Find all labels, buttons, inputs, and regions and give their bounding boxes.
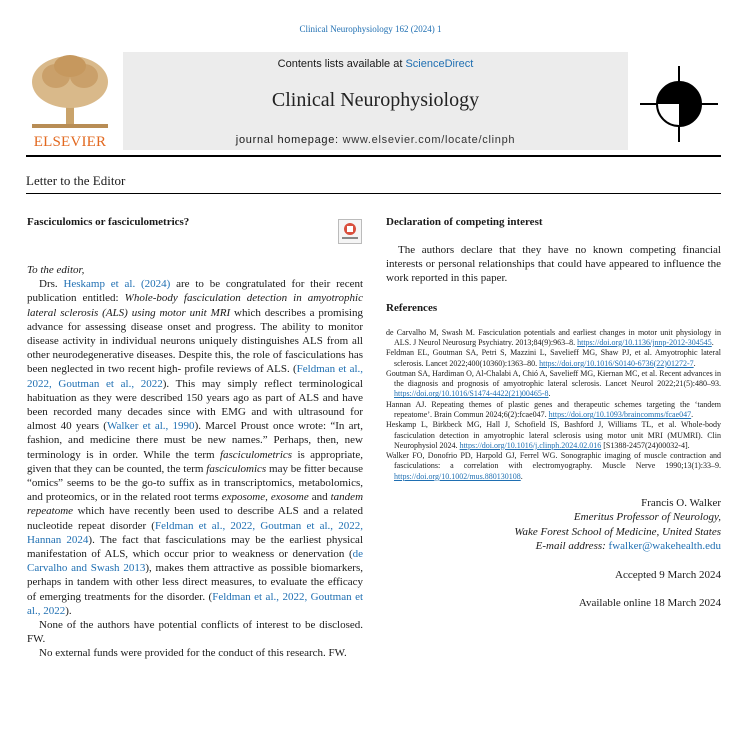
reference-tail: . bbox=[711, 337, 714, 347]
sciencedirect-link[interactable]: ScienceDirect bbox=[405, 58, 474, 70]
reference-item bbox=[386, 328, 721, 349]
author-name: Francis O. Walker bbox=[641, 497, 721, 510]
citation-link-feldman-goutman-2[interactable]: Feldman et al., 2022, Goutman et al., 2022 bbox=[27, 590, 364, 617]
reference-doi-link[interactable]: https://doi.org/10.1016/j.clinph.2024.02.016 bbox=[459, 440, 602, 450]
header-divider bbox=[26, 155, 721, 157]
reference-text: Hannan AJ. Repeating themes of plastic genes and therapeutic schemes targeting the ‘tandem repeatome’. Brain Commun 2024;6(2):fcae047. bbox=[386, 399, 721, 419]
text: is appropriate, given that they can be counted, the term bbox=[27, 448, 363, 475]
check-for-updates-icon[interactable] bbox=[338, 219, 362, 244]
accepted-date: Accepted 9 March 2024 bbox=[615, 568, 721, 581]
journal-citation bbox=[0, 24, 741, 34]
author-email-line bbox=[386, 539, 721, 553]
contents-line bbox=[123, 58, 628, 70]
term: tandem repeatome bbox=[27, 491, 364, 518]
text: ). This may simply reflect terminological habituation as they were described 150 years ago as part of ALS and have been recorded many decades since with EMG and with ultrasound for almost 40 years ( bbox=[27, 377, 363, 433]
text: ). bbox=[65, 604, 72, 617]
term: fasciculomics bbox=[206, 462, 267, 475]
reference-tail: . bbox=[693, 358, 696, 368]
text: are to be congratulated for their recent publication entitled: bbox=[27, 278, 364, 305]
author-email-link[interactable]: fwalker@wakehealth.edu bbox=[608, 540, 721, 553]
homepage-prefix: journal homepage: bbox=[235, 134, 343, 146]
reference-text: Feldman EL, Goutman SA, Petri S, Mazzini L, Savelieff MG, Shaw PJ, et al. Amyotrophic lateral sclerosis. Lancet 2022;400(10360):1363–80. bbox=[386, 348, 721, 368]
reference-doi-link[interactable]: https://doi.org/10.1093/braincomms/fcae047 bbox=[548, 409, 692, 419]
contents-prefix: Contents lists available at bbox=[277, 58, 406, 70]
author-title: Emeritus Professor of Neurology, bbox=[573, 511, 721, 524]
section-type: Letter to the Editor bbox=[26, 173, 126, 188]
text: which describes a promising advance for assessing disease onset and progress. The ability to monitor disease activity in individual neurons uniquely distinguishes ALS from all other neurodegenerative diseases. Despite this, the role of fasciculations has been neglected in two recent high- profile reviews of ALS. ( bbox=[27, 306, 363, 376]
reference-text: Heskamp L, Birkbeck MG, Hall J, Schofield IS, Bashford J, Williams TL, et al. Whole-body fasciculation detection in amyotrophic lateral sclerosis using motor unit MRI (MUMRI). Clin Neurophysiol 2024. bbox=[386, 420, 721, 450]
reference-tail: . bbox=[548, 389, 551, 399]
salutation bbox=[27, 263, 363, 277]
right-column bbox=[386, 216, 721, 611]
citation-link-heskamp[interactable]: Heskamp et al. (2024) bbox=[63, 278, 171, 291]
reference-tail: . bbox=[520, 471, 523, 481]
reference-text: Goutman SA, Hardiman O, Al-Chalabi A, Chió A, Savelieff MG, Kiernan MC, et al. Recent advances in the diagnosis and prognosis of amyotrophic lateral sclerosis. Lancet Neurol 2022;21(5):480–93. bbox=[386, 368, 721, 389]
citation-link-decarvalho[interactable]: de Carvalho and Swash 2013 bbox=[27, 548, 363, 575]
text: ). Marcel Proust once wrote: “In art, fashion, and medicine there must be new names.” Perhaps, then, new terminology is in order. While the term bbox=[27, 420, 363, 461]
reference-doi-link[interactable]: https://doi.org/10.1002/mus.880130108 bbox=[394, 471, 521, 481]
declaration-heading: Declaration of competing interest bbox=[386, 216, 543, 228]
body-paragraph-3: No external funds were provided for the conduct of this research. FW. bbox=[39, 647, 347, 660]
text: Drs. bbox=[39, 278, 64, 291]
text: ), makes them attractive as possible biomarkers, perhaps in tandem with other less direct measures, to evaluate the efficacy of emerging treatments for the disorder. ( bbox=[27, 562, 363, 603]
term: fasciculometrics bbox=[219, 448, 293, 461]
journal-title: Clinical Neurophysiology bbox=[271, 89, 480, 111]
reference-item bbox=[386, 451, 721, 482]
journal-cover-logo bbox=[636, 60, 722, 148]
body-paragraph-1 bbox=[27, 277, 363, 618]
reference-item bbox=[386, 369, 721, 400]
salutation-text: To the editor, bbox=[27, 264, 85, 276]
reference-doi-link[interactable]: https://doi.org/10.1136/jnnp-2012-304545 bbox=[577, 337, 712, 347]
term: exposome, exosome bbox=[221, 491, 309, 504]
reference-item bbox=[386, 348, 721, 369]
references-heading: References bbox=[386, 301, 438, 314]
reference-text: de Carvalho M, Swash M. Fasciculation potentials and earliest changes in motor unit physiology in ALS. J Neurol Neurosurg Psychiatry. 2013;84(9):963–8. bbox=[386, 327, 721, 347]
reference-doi-link[interactable]: https://doi.org/10.1016/S0140-6736(22)01272-7 bbox=[539, 358, 694, 368]
reference-item bbox=[386, 420, 721, 451]
reference-doi-link[interactable]: https://doi.org/10.1016/S1474-4422(21)00465-8 bbox=[394, 389, 549, 399]
text: ). The fact that fasciculations may be the earliest physical manifestation of ALS, which occur prior to weakness or denervation ( bbox=[27, 533, 364, 561]
article-title: Fasciculomics or fasciculometrics? bbox=[27, 216, 190, 228]
homepage-url-link[interactable]: www.elsevier.com/locate/clinph bbox=[342, 134, 516, 146]
body-paragraph-2: None of the authors have potential conflicts of interest to be disclosed. FW. bbox=[27, 619, 363, 646]
letter-body bbox=[27, 263, 363, 661]
online-date: Available online 18 March 2024 bbox=[578, 597, 721, 610]
publisher-name: ELSEVIER bbox=[33, 134, 107, 150]
signature-block bbox=[386, 496, 721, 610]
section-divider bbox=[26, 193, 721, 194]
text: which have recently been used to describe ALS and a related nucleotide repeat disorder ( bbox=[27, 505, 363, 532]
text: and bbox=[308, 491, 331, 504]
journal-citation-link[interactable]: Clinical Neurophysiology 162 (2024) 1 bbox=[299, 24, 442, 34]
reference-tail: [S1388-2457(24)00032-4]. bbox=[601, 440, 690, 450]
email-label: E-mail address: bbox=[535, 540, 609, 553]
cited-title: Whole-body fasciculation detection in amyotrophic lateral sclerosis (ALS) using motor unit MRI bbox=[27, 292, 363, 319]
reference-list bbox=[386, 328, 721, 482]
reference-item bbox=[386, 400, 721, 421]
author-affiliation: Wake Forest School of Medicine, United States bbox=[514, 525, 721, 538]
citation-link-feldman-goutman-hannan[interactable]: Feldman et al., 2022, Goutman et al., 2022, Hannan 2024 bbox=[27, 519, 364, 546]
citation-link-feldman-goutman[interactable]: Feldman et al., 2022, Goutman et al., 2022 bbox=[27, 363, 364, 390]
text: may be fitter because “omics” seems to be the go-to suffix as in transcriptomics, metabolomics, and proteomics, or in the related root terms bbox=[27, 462, 363, 504]
declaration-text: The authors declare that they have no known competing financial interests or personal relationships that could have appeared to influence the work reported in this paper. bbox=[386, 244, 721, 285]
reference-text: Walker FO, Donofrio PD, Harpold GJ, Ferrel WG. Sonographic imaging of muscle contraction and fasciculations: a correlation with electromyography. Muscle Nerve 1990;13(1):33–9. bbox=[386, 451, 721, 471]
reference-tail: . bbox=[691, 409, 694, 419]
citation-link-walker[interactable]: Walker et al., 1990 bbox=[106, 420, 195, 433]
journal-homepage bbox=[123, 134, 628, 146]
